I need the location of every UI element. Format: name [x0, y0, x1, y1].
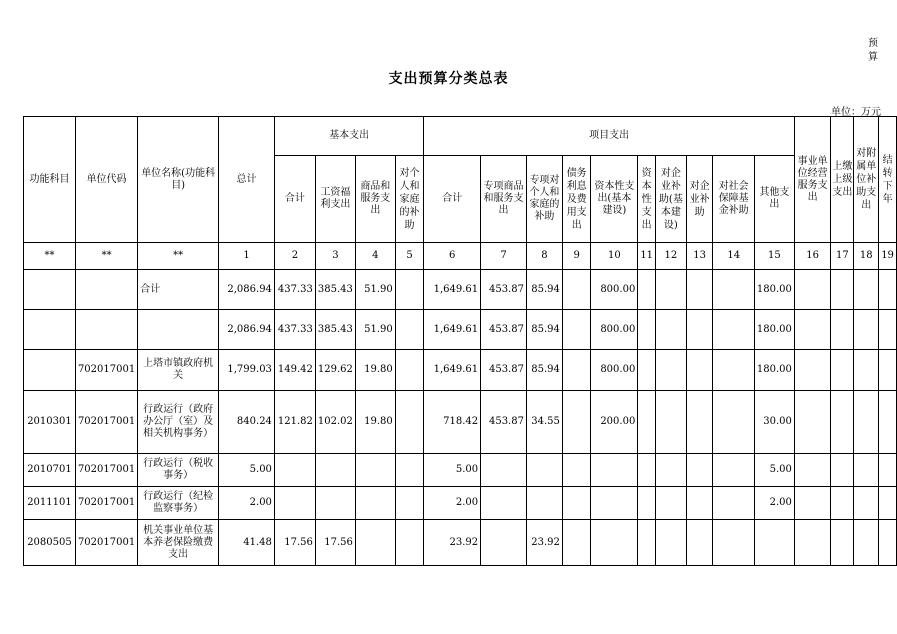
amount-cell: [315, 487, 355, 520]
amount-cell: 453.87: [481, 310, 527, 350]
header-goods-services: 商品和服务支出: [355, 156, 395, 243]
amount-cell: [562, 310, 591, 350]
func-subject-cell: [24, 350, 76, 391]
amount-cell: [831, 487, 854, 520]
header-carry-over: 结转下年: [879, 117, 897, 243]
amount-cell: [854, 487, 879, 520]
unit-label: 单位：万元: [831, 107, 881, 118]
amount-cell: [656, 454, 687, 487]
amount-cell: 2.00: [754, 487, 794, 520]
amount-cell: 385.43: [315, 270, 355, 310]
amount-cell: [274, 454, 315, 487]
amount-cell: 51.90: [355, 310, 395, 350]
amount-cell: [395, 391, 424, 454]
amount-cell: [879, 487, 897, 520]
amount-cell: 102.02: [315, 391, 355, 454]
amount-cell: [395, 270, 424, 310]
header-personal-family: 对个人和家庭的补助: [395, 156, 424, 243]
amount-cell: 437.33: [274, 270, 315, 310]
amount-cell: 385.43: [315, 310, 355, 350]
amount-cell: [794, 487, 831, 520]
header-business-operation: 事业单位经营服务支出: [794, 117, 831, 243]
index-cell: 2: [274, 243, 315, 270]
header-turn-over: 上缴上级支出: [831, 117, 854, 243]
amount-cell: [562, 454, 591, 487]
index-cell: 17: [831, 243, 854, 270]
header-unit-name: 单位名称(功能科目): [138, 117, 219, 243]
unit-name-cell: 行政运行（纪检监察事务）: [138, 487, 219, 520]
header-subordinate-subsidy: 对附属单位补助支出: [854, 117, 879, 243]
amount-cell: 23.92: [526, 520, 562, 566]
amount-cell: [686, 350, 713, 391]
amount-cell: [638, 270, 656, 310]
amount-cell: 19.80: [355, 350, 395, 391]
unit-code-cell: 702017001: [75, 391, 137, 454]
amount-cell: [831, 270, 854, 310]
table-row: [24, 391, 897, 454]
amount-cell: [879, 310, 897, 350]
unit-code-cell: 702017001: [75, 454, 137, 487]
table-row: [24, 270, 897, 310]
corner-mark: 预算: [868, 38, 878, 63]
amount-cell: [638, 520, 656, 566]
amount-cell: [879, 520, 897, 566]
index-cell: 19: [879, 243, 897, 270]
amount-cell: [638, 487, 656, 520]
amount-cell: 1,649.61: [424, 270, 481, 310]
amount-cell: 800.00: [591, 310, 638, 350]
amount-cell: 121.82: [274, 391, 315, 454]
amount-cell: 453.87: [481, 350, 527, 391]
amount-cell: 30.00: [754, 391, 794, 454]
unit-code-cell: 702017001: [75, 487, 137, 520]
header-special-personal: 专项对个人和家庭的补助: [526, 156, 562, 243]
amount-cell: [713, 270, 754, 310]
amount-cell: [395, 454, 424, 487]
amount-cell: [713, 487, 754, 520]
amount-cell: [355, 454, 395, 487]
index-cell: **: [75, 243, 137, 270]
amount-cell: [854, 350, 879, 391]
unit-name-cell: 机关事业单位基本养老保险缴费支出: [138, 520, 219, 566]
header-func-subject: 功能科目: [24, 117, 76, 243]
amount-cell: 180.00: [754, 310, 794, 350]
index-cell: 18: [854, 243, 879, 270]
amount-cell: 5.00: [219, 454, 275, 487]
header-enterprise-subsidy: 对企业补助: [686, 156, 713, 243]
amount-cell: 51.90: [355, 270, 395, 310]
amount-cell: 23.92: [424, 520, 481, 566]
amount-cell: [713, 310, 754, 350]
index-cell: 4: [355, 243, 395, 270]
amount-cell: [713, 520, 754, 566]
func-subject-cell: 2080505: [24, 520, 76, 566]
amount-cell: [395, 310, 424, 350]
index-cell: 11: [638, 243, 656, 270]
amount-cell: [395, 487, 424, 520]
index-cell: 12: [656, 243, 687, 270]
amount-cell: 800.00: [591, 270, 638, 310]
amount-cell: [831, 350, 854, 391]
amount-cell: [315, 454, 355, 487]
unit-name-cell: 上塔市镇政府机关: [138, 350, 219, 391]
amount-cell: 718.42: [424, 391, 481, 454]
amount-cell: [831, 520, 854, 566]
index-cell: **: [138, 243, 219, 270]
amount-cell: [831, 454, 854, 487]
index-cell: 5: [395, 243, 424, 270]
unit-name-cell: 行政运行（税收事务）: [138, 454, 219, 487]
unit-code-cell: [75, 270, 137, 310]
amount-cell: [686, 454, 713, 487]
amount-cell: 2,086.94: [219, 270, 275, 310]
amount-cell: 1,649.61: [424, 350, 481, 391]
amount-cell: [794, 350, 831, 391]
unit-code-cell: [75, 310, 137, 350]
page-title: 支出预算分类总表: [388, 71, 509, 87]
amount-cell: 200.00: [591, 391, 638, 454]
index-cell: 9: [562, 243, 591, 270]
header-wage-welfare: 工资福利支出: [315, 156, 355, 243]
func-subject-cell: 2010701: [24, 454, 76, 487]
amount-cell: 41.48: [219, 520, 275, 566]
amount-cell: [638, 391, 656, 454]
amount-cell: [686, 270, 713, 310]
amount-cell: [656, 487, 687, 520]
amount-cell: [562, 350, 591, 391]
amount-cell: 85.94: [526, 270, 562, 310]
header-special-goods: 专项商品和服务支出: [481, 156, 527, 243]
amount-cell: 129.62: [315, 350, 355, 391]
table-row: [24, 310, 897, 350]
amount-cell: 17.56: [315, 520, 355, 566]
amount-cell: 437.33: [274, 310, 315, 350]
amount-cell: 1,799.03: [219, 350, 275, 391]
amount-cell: 17.56: [274, 520, 315, 566]
amount-cell: [638, 454, 656, 487]
amount-cell: [713, 350, 754, 391]
amount-cell: 5.00: [424, 454, 481, 487]
amount-cell: [562, 391, 591, 454]
amount-cell: [355, 520, 395, 566]
table-row: [24, 520, 897, 566]
amount-cell: [395, 350, 424, 391]
index-cell: 7: [481, 243, 527, 270]
amount-cell: [656, 350, 687, 391]
func-subject-cell: 2010301: [24, 391, 76, 454]
amount-cell: [794, 520, 831, 566]
header-enterprise-subsidy-basic: 对企业补助(基本建设): [656, 156, 687, 243]
amount-cell: [831, 391, 854, 454]
amount-cell: [686, 487, 713, 520]
header-project-group: 项目支出: [424, 117, 795, 156]
amount-cell: 180.00: [754, 350, 794, 391]
amount-cell: [481, 520, 527, 566]
amount-cell: 34.55: [526, 391, 562, 454]
header-basic-group: 基本支出: [274, 117, 423, 156]
amount-cell: 180.00: [754, 270, 794, 310]
amount-cell: [713, 454, 754, 487]
amount-cell: [686, 391, 713, 454]
amount-cell: 85.94: [526, 310, 562, 350]
amount-cell: [562, 487, 591, 520]
unit-name-cell: 行政运行（政府办公厅（室）及相关机构事务）: [138, 391, 219, 454]
amount-cell: [686, 310, 713, 350]
index-cell: 15: [754, 243, 794, 270]
amount-cell: 149.42: [274, 350, 315, 391]
amount-cell: 85.94: [526, 350, 562, 391]
func-subject-cell: 2011101: [24, 487, 76, 520]
header-other: 其他支出: [754, 156, 794, 243]
amount-cell: [879, 454, 897, 487]
table-row: [24, 350, 897, 391]
amount-cell: 2.00: [424, 487, 481, 520]
index-cell: 1: [219, 243, 275, 270]
amount-cell: [274, 487, 315, 520]
amount-cell: [591, 454, 638, 487]
index-cell: 14: [713, 243, 754, 270]
unit-name-cell: 合计: [138, 270, 219, 310]
index-cell: 16: [794, 243, 831, 270]
amount-cell: 19.80: [355, 391, 395, 454]
amount-cell: 840.24: [219, 391, 275, 454]
header-project-total: 合计: [424, 156, 481, 243]
amount-cell: [879, 270, 897, 310]
amount-cell: [638, 310, 656, 350]
index-cell: 10: [591, 243, 638, 270]
amount-cell: 2.00: [219, 487, 275, 520]
header-capital-basic: 资本性支出(基本建设): [591, 156, 638, 243]
amount-cell: 5.00: [754, 454, 794, 487]
index-cell: 3: [315, 243, 355, 270]
amount-cell: [754, 520, 794, 566]
amount-cell: 453.87: [481, 391, 527, 454]
amount-cell: [656, 270, 687, 310]
budget-table: [23, 116, 897, 566]
amount-cell: [656, 520, 687, 566]
unit-name-cell: [138, 310, 219, 350]
header-total: 总计: [219, 117, 275, 243]
amount-cell: [713, 391, 754, 454]
header-debt-interest: 债务利息及费用支出: [562, 156, 591, 243]
func-subject-cell: [24, 270, 76, 310]
amount-cell: [656, 391, 687, 454]
amount-cell: 453.87: [481, 270, 527, 310]
amount-cell: [854, 520, 879, 566]
amount-cell: [591, 487, 638, 520]
amount-cell: [395, 520, 424, 566]
amount-cell: [854, 454, 879, 487]
amount-cell: [355, 487, 395, 520]
table-row: [24, 487, 897, 520]
unit-code-cell: 702017001: [75, 520, 137, 566]
header-social-security: 对社会保障基金补助: [713, 156, 754, 243]
amount-cell: [481, 454, 527, 487]
amount-cell: [562, 520, 591, 566]
amount-cell: [879, 391, 897, 454]
amount-cell: [686, 520, 713, 566]
index-cell: **: [24, 243, 76, 270]
amount-cell: 800.00: [591, 350, 638, 391]
amount-cell: [794, 270, 831, 310]
header-basic-total: 合计: [274, 156, 315, 243]
header-capital: 资本性支出: [638, 156, 656, 243]
amount-cell: [794, 310, 831, 350]
amount-cell: 2,086.94: [219, 310, 275, 350]
amount-cell: [656, 310, 687, 350]
amount-cell: [879, 350, 897, 391]
amount-cell: [591, 520, 638, 566]
table-body: [24, 270, 897, 566]
amount-cell: [526, 454, 562, 487]
index-cell: 13: [686, 243, 713, 270]
amount-cell: [854, 310, 879, 350]
amount-cell: [794, 391, 831, 454]
header-unit-code: 单位代码: [75, 117, 137, 243]
unit-code-cell: 702017001: [75, 350, 137, 391]
amount-cell: [854, 391, 879, 454]
index-cell: 6: [424, 243, 481, 270]
index-row: [24, 243, 897, 270]
index-cell: 8: [526, 243, 562, 270]
amount-cell: [481, 487, 527, 520]
amount-cell: [854, 270, 879, 310]
func-subject-cell: [24, 310, 76, 350]
amount-cell: [562, 270, 591, 310]
amount-cell: [526, 487, 562, 520]
amount-cell: 1,649.61: [424, 310, 481, 350]
amount-cell: [794, 454, 831, 487]
amount-cell: [638, 350, 656, 391]
amount-cell: [831, 310, 854, 350]
table-row: [24, 454, 897, 487]
